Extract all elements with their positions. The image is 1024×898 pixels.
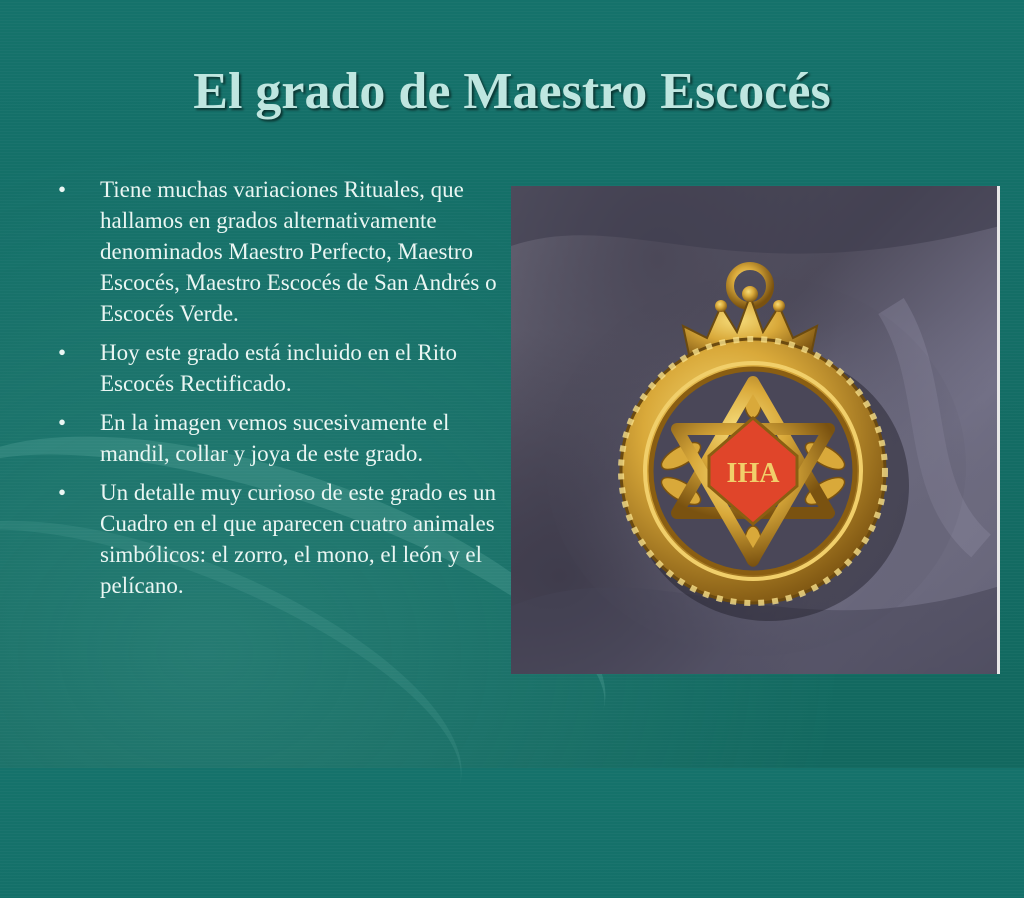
medal-photo [511, 186, 1000, 674]
medal-jewel-image [511, 186, 1000, 674]
medal-inscription: IHA [726, 458, 780, 489]
bullet-text: Un detalle muy curioso de este grado es un Cuadro en el que aparecen cuatro animales simbólicos: el zorro, el mono, el león y el pelícano. [100, 480, 496, 598]
bullet-item [58, 407, 498, 469]
bullet-item [58, 337, 498, 399]
bullet-icon: • [58, 177, 67, 202]
bullet-icon: • [58, 410, 67, 435]
photo-border [997, 186, 1000, 674]
bullet-text: Hoy este grado está incluido en el Rito Escocés Rectificado. [100, 340, 458, 396]
bullet-text: En la imagen vemos sucesivamente el mandil, collar y joya de este grado. [100, 410, 450, 466]
bullet-list [58, 174, 498, 609]
bullet-item [58, 477, 498, 601]
bullet-icon: • [58, 340, 67, 365]
bullet-text: Tiene muchas variaciones Rituales, que hallamos en grados alternativamente denominados Maestro Perfecto, Maestro Escocés, Maestro Escocés de San Andrés o Escocés Verde. [100, 177, 497, 326]
fabric-fold [511, 186, 1000, 254]
bullet-icon: • [58, 480, 67, 505]
bullet-item [58, 174, 498, 329]
slide-title: El grado de Maestro Escocés [193, 63, 831, 120]
